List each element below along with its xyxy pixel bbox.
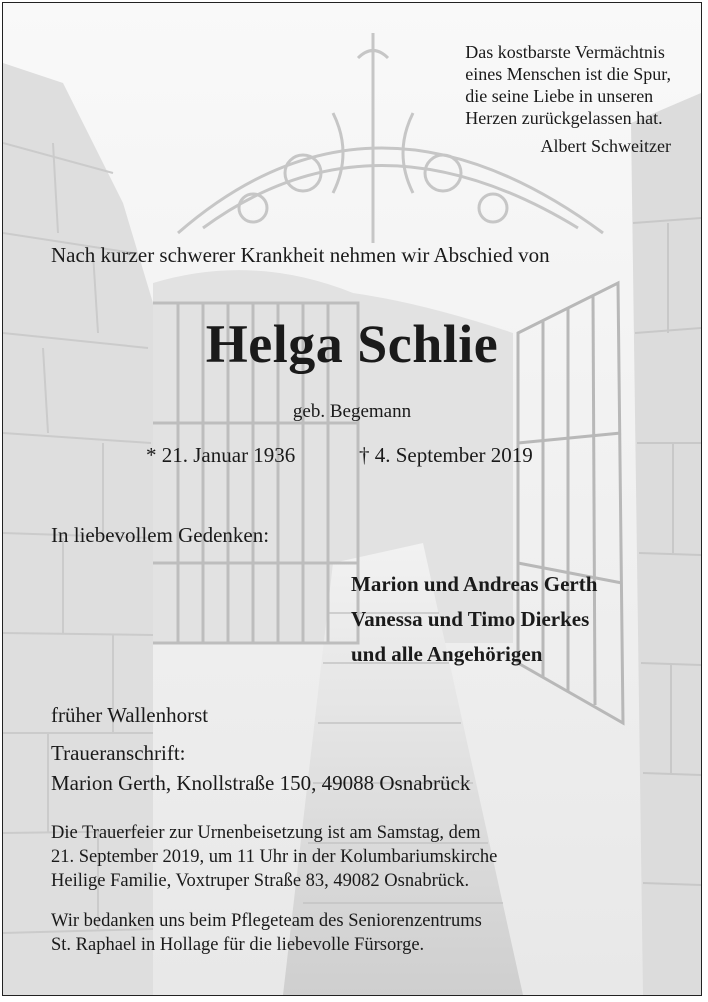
quote-author: Albert Schweitzer xyxy=(540,136,671,156)
quote-line: eines Menschen ist die Spur, xyxy=(465,64,671,84)
birth-date: * 21. Januar 1936 xyxy=(146,443,296,467)
quote-line: die seine Liebe in unseren xyxy=(465,86,654,106)
funeral-info-line: 21. September 2019, um 11 Uhr in der Kolumbariumskirche xyxy=(51,847,498,867)
address-label: Traueranschrift: xyxy=(51,741,186,765)
thanks-line: Wir bedanken uns beim Pflegeteam des Seniorenzentrums xyxy=(51,911,482,931)
former-residence: früher Wallenhorst xyxy=(51,703,209,727)
memorial-heading: In liebevollem Gedenken: xyxy=(51,523,270,547)
quote-block xyxy=(465,41,671,157)
funeral-info xyxy=(51,821,497,893)
mourner-entry: und alle Angehörigen xyxy=(351,642,543,666)
address-value: Marion Gerth, Knollstraße 150, 49088 Osnabrück xyxy=(51,771,471,795)
funeral-info-line: Die Trauerfeier zur Urnenbeisetzung ist am Samstag, dem xyxy=(51,823,481,843)
quote-line: Das kostbarste Vermächtnis xyxy=(465,42,665,62)
mourner-entry: Vanessa und Timo Dierkes xyxy=(351,607,590,631)
intro-text: Nach kurzer schwerer Krankheit nehmen wir Abschied von xyxy=(51,243,550,267)
mourner-entry: Marion und Andreas Gerth xyxy=(351,572,598,596)
funeral-info-line: Heilige Familie, Voxtruper Straße 83, 49082 Osnabrück. xyxy=(51,871,470,891)
deceased-name: Helga Schlie xyxy=(205,314,499,374)
thanks-note xyxy=(51,909,482,957)
death-date: † 4. September 2019 xyxy=(359,443,533,467)
thanks-line: St. Raphael in Hollage für die liebevolle Fürsorge. xyxy=(51,935,425,955)
mourners-list xyxy=(351,567,597,672)
quote-line: Herzen zurückgelassen hat. xyxy=(465,108,663,128)
obituary-card xyxy=(2,2,702,996)
maiden-name: geb. Begemann xyxy=(292,401,412,422)
